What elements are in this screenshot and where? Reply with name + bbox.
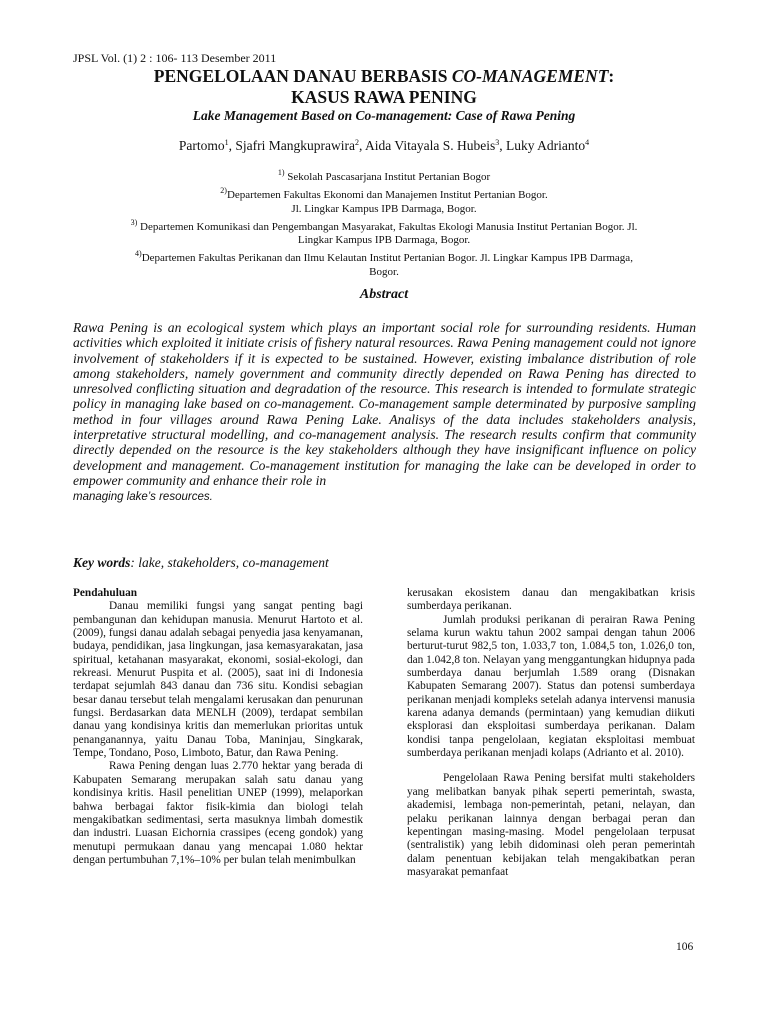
affiliation-line: Bogor. — [369, 265, 399, 278]
author: Sjafri Mangkuprawira — [235, 138, 356, 153]
paper-title-line2: KASUS RAWA PENING — [291, 87, 477, 107]
paragraph: Pengelolaan Rawa Pening bersifat multi stakeholders yang melibatkan banyak pihak seperti pemerintah, swasta, akademisi, lembaga non-pemerintah, petani, nelayan, dan pelaku perikanan lainnya dengan berbagai peran dan kepentingan masing-masing. Model pengelolaan terpusat (sentralistik) yang lebih didominasi oleh peran pemerintah dalam penentuan kebijakan telah mengakibatkan peran masyarakat pemanfaat — [407, 772, 695, 878]
section-heading: Pendahuluan — [73, 587, 138, 599]
journal-header: JPSL Vol. (1) 2 : 106- 113 Desember 2011 — [73, 51, 277, 65]
affiliation-line: $^{1)}$ Sekolah Pascasarjana Institut Pertanian Bogor — [277, 168, 491, 183]
affiliation-list — [40, 166, 728, 279]
keywords — [73, 555, 329, 571]
title-colon: : — [608, 66, 615, 86]
author: Partomo — [178, 138, 225, 153]
paragraph: kerusakan ekosistem danau dan mengakibatkan krisis sumberdaya perikanan. — [407, 587, 695, 613]
author-list: Partomo$^1$, Sjafri Mangkuprawira$^2$, Aida Vitayala S. Hubeis$^3$, Luky Adrianto$^4$ — [178, 138, 590, 153]
affiliation-line: $^{3)}$ Departemen Komunikasi dan Pengembangan Masyarakat, Fakultas Ekologi Manusia Institut Pertanian Bogor. Jl. — [130, 217, 638, 233]
keywords-text: : lake, stakeholders, co-management — [130, 555, 329, 570]
author-affil-number: 2 — [355, 138, 360, 147]
abstract-text: Rawa Pening is an ecological system which plays an important social role for surrounding residents. Human activities which exploited it initiate crisis of fishery natural resources. Rawa Pening management could not ignore involvement of stakeholders if it is expected to be sustained. However, existing imbalance distribution of role among stakeholders, namely government and community directly depended on Rawa Pening has directed to unresolved conflicting situation and degradation of the resource. This research is intended to formulate strategic policy in managing lake based on co-management. Co-management sample determinated by purposive sampling method in four villages around Rawa Pening Lake. Analisys of the data includes stakeholders analysis, interpretative structural modelling, and co-management analysis. The research results confirm that community directly depended on the resource is the key stakeholders although they have insignificant influence on policy development and management. Co-management institution for managing the lake can be developed in order to empower community and enhance their role in — [73, 320, 696, 488]
paper-subtitle: Lake Management Based on Co-management: Case of Rawa Pening — [192, 108, 576, 123]
affiliation-line: Jl. Lingkar Kampus IPB Darmaga, Bogor. — [291, 202, 477, 215]
title-normal: PENGELOLAAN DANAU BERBASIS — [153, 66, 452, 86]
abstract-heading: Abstract — [359, 287, 409, 302]
affil-marker: 4) — [135, 249, 142, 259]
paragraph: Jumlah produksi perikanan di perairan Rawa Pening selama kurun waktu tahun 2002 sampai dengan tahun 2006 berturut-turut 982,5 ton, 1.033,7 ton, 1.084,5 ton, 1.026,0 ton, dan 1.042,8 ton. Nelayan yang menggantungkan hidupnya pada sumberdaya danau berjumlah 1.589 orang (Disnakan Kabupaten Semarang 2007). Status dan potensi sumberdaya perikanan menjadi kompleks setelah adanya intervensi manusia karena adanya demands (permintaan) yang kemudian diikuti eksplorasi dan eksploitasi sumberdaya perikanan. Dalam kondisi tanpa pengelolaan, kegiatan eksploitasi membuat sumberdaya perikanan menjadi kolaps (Adrianto et al. 2010). — [407, 613, 695, 760]
affiliation-line: $^{4)}$Departemen Fakultas Perikanan dan Ilmu Kelautan Institut Pertanian Bogor. Jl. Lingkar Kampus IPB Darmaga, — [135, 249, 633, 265]
paragraph: Danau memiliki fungsi yang sangat penting bagi pembangunan dan kehidupan manusia. Menurut Hartoto et al. (2009), fungsi danau adalah sebagai penyedia jasa kenyamanan, budaya, pendidikan, jasa lingkungan, jasa kemasyarakatan, jasa spiritual, ketahanan masyarakat, ekonomi, sosial-ekologi, dan rekreasi. Menurut Puspita et al. (2005), saat ini di Indonesia terdapat sejumlah 843 danau dan 736 situ. Kondisi sebagian besar danau tersebut telah mengalami kerusakan dan penurunan fungsi. Berdasarkan data MENLH (2009), terdapat sembilan danau yang kondisinya kritis dan memerlukan prioritas untuk penanganannya, yaitu Danau Toba, Maninjau, Singkarak, Tempe, Tondano, Poso, Limboto, Batur, dan Rawa Pening. — [73, 600, 363, 760]
keywords-label: Key words — [73, 555, 131, 570]
affil-marker: 1) — [277, 168, 285, 177]
author: Luky Adrianto — [505, 138, 586, 153]
author-affil-number: 1 — [224, 138, 229, 147]
author-affil-number: 4 — [585, 138, 590, 147]
left-column — [73, 587, 363, 867]
affil-marker: 3) — [130, 217, 138, 227]
abstract-body — [73, 320, 696, 506]
paper-title-line1 — [60, 66, 708, 86]
abstract-last-line: managing lake’s resources. — [73, 491, 213, 504]
right-column — [407, 587, 695, 879]
author-affil-number: 3 — [495, 138, 500, 147]
affiliation-line: $^{2)}$Departemen Fakultas Ekonomi dan Manajemen Institut Pertanian Bogor. — [220, 186, 548, 202]
paragraph: Rawa Pening dengan luas 2.770 hektar yang berada di Kabupaten Semarang merupakan salah satu danau yang kondisinya kritis. Hasil penelitian UNEP (1999), melaporkan bahwa berbagai faktor fisik-kimia dan biologi telah mengakibatkan sedimentasi, serta masuknya limbah domestik dan industri. Luasan Eichornia crassipes (eceng gondok) yang menutupi permukaan danau yang mencapai 1.080 hektar dengan pertumbuhan 7,1%–10% per bulan telah menimbulkan — [73, 760, 363, 866]
affiliation-line: Lingkar Kampus IPB Darmaga, Bogor. — [297, 234, 471, 247]
affil-marker: 2) — [220, 186, 227, 196]
author: Aida Vitayala S. Hubeis — [365, 138, 496, 153]
page-number: 106 — [676, 941, 694, 953]
title-italic: CO-MANAGEMENT — [451, 66, 609, 86]
